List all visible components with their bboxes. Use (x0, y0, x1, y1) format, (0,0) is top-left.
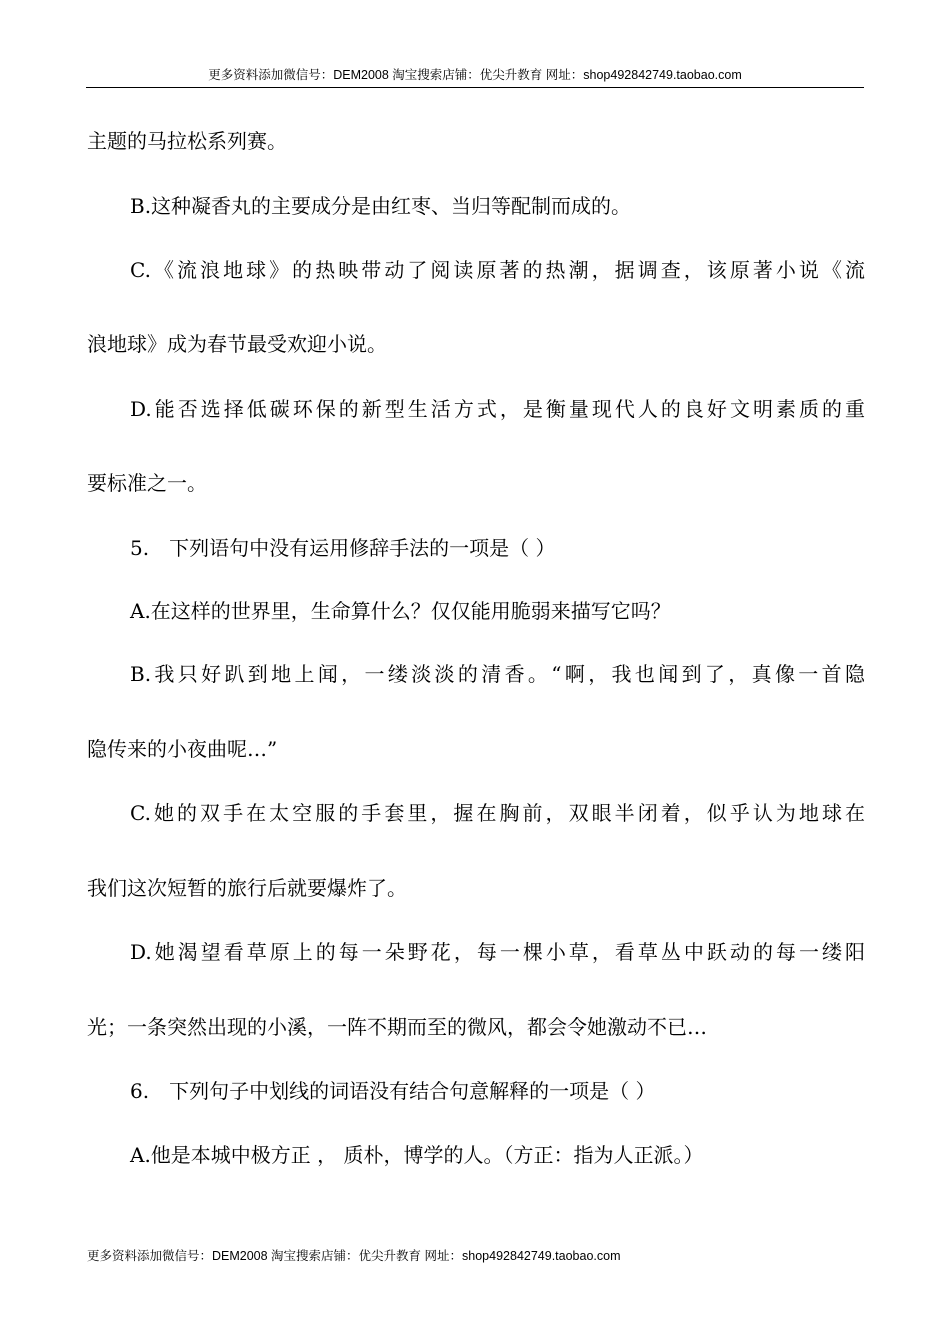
option-c-line-2: 浪地球》成为春节最受欢迎小说。 (87, 332, 387, 356)
option-b-line: B.这种凝香丸的主要成分是由红枣、当归等配制而成的。 (130, 194, 632, 218)
page-footer: 更多资料添加微信号：DEM2008 淘宝搜索店铺：优尖升教育 网址：shop492842749.taobao.com (87, 1249, 621, 1263)
q5-option-b-line-2: 隐传来的小夜曲呢…” (87, 737, 278, 761)
question-5-stem: 5. 下列语句中没有运用修辞手法的一项是（ ） (130, 536, 556, 560)
q5-option-c-line-1: C.她的双手在太空服的手套里，握在胸前，双眼半闭着，似乎认为地球在 (130, 801, 865, 825)
q5-option-c-line-2: 我们这次短暂的旅行后就要爆炸了。 (87, 876, 407, 900)
q5-option-d-line-1: D.她渴望看草原上的每一朵野花，每一棵小草，看草丛中跃动的每一缕阳 (130, 940, 865, 964)
page-header: 更多资料添加微信号：DEM2008 淘宝搜索店铺：优尖升教育 网址：shop492842749.taobao.com (208, 68, 742, 82)
q5-option-a: A.在这样的世界里，生命算什么？仅仅能用脆弱来描写它吗？ (130, 599, 671, 623)
option-d-line-2: 要标准之一。 (87, 471, 207, 495)
q6-option-a: A.他是本城中极方正 ， 质朴，博学的人。（方正：指为人正派。） (130, 1143, 704, 1167)
q5-option-d-line-2: 光；一条突然出现的小溪，一阵不期而至的微风，都会令她激动不已… (87, 1015, 707, 1039)
option-c-line-1: C.《流浪地球》的热映带动了阅读原著的热潮，据调查，该原著小说《流 (130, 258, 865, 282)
option-d-line-1: D.能否选择低碳环保的新型生活方式，是衡量现代人的良好文明素质的重 (130, 397, 865, 421)
header-divider (86, 87, 864, 88)
q5-option-b-line-1: B.我只好趴到地上闻，一缕淡淡的清香。“啊，我也闻到了，真像一首隐 (130, 662, 865, 686)
question-6-stem: 6. 下列句子中划线的词语没有结合句意解释的一项是（ ） (130, 1079, 656, 1103)
body-line-continuation: 主题的马拉松系列赛。 (87, 129, 287, 153)
